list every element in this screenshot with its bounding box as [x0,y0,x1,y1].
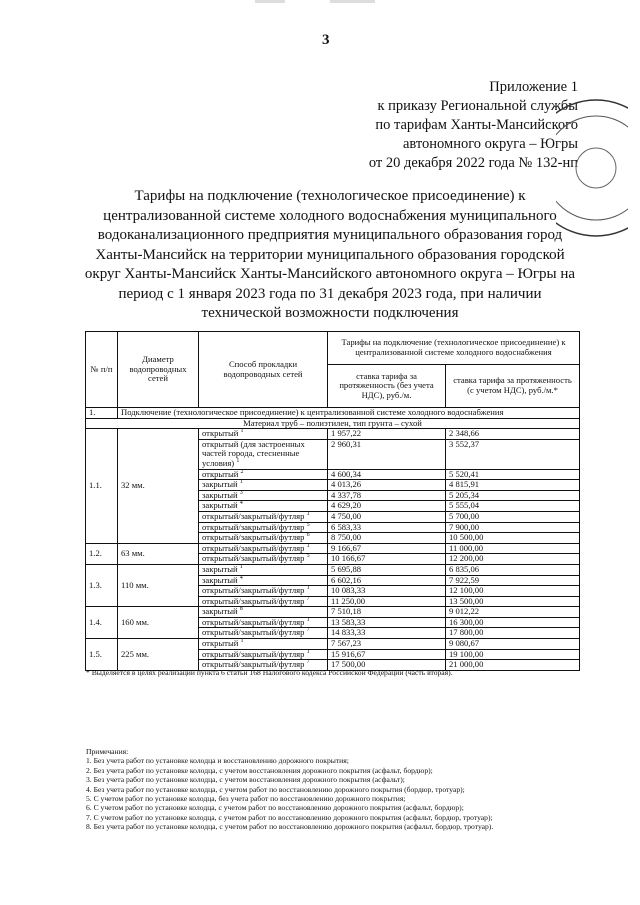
rate-vat-cell: 9 080,67 [446,639,580,650]
note-ref: 3 [239,489,243,496]
rate-vat-cell: 17 800,00 [446,628,580,639]
rate-vat-cell: 13 500,00 [446,596,580,607]
document-title: Тарифы на подключение (технологическое присоединение) к централизованной системе холодного водоснабжения муниципального водоканализационного предприятия муниципального образования город Ханты-Мансийск на территории муниципального образования городской округ Ханты-Мансийск Ханты-Мансийского автономного округа – Югры на период с 1 января 2023 года по 31 декабря 2023 года, при наличии технической возможности подключения [84,188,576,321]
group-num: 1.1. [86,429,118,544]
rate-vat-cell: 19 100,00 [446,649,580,660]
notes-title: Примечания: [86,747,129,756]
rate-no-vat-cell: 17 500,00 [328,660,446,671]
header-tariffs: Тарифы на подключение (технологическое присоединение) к централизованной системе холодного водоснабжения [328,332,580,365]
note-ref: 4 [239,500,243,507]
rate-no-vat-cell: 9 166,67 [328,543,446,554]
appendix-line: по тарифам Ханты-Мансийского [375,117,578,133]
method-text: открытый (для застроенных частей города, стесненные условия) [202,438,305,468]
page-number: 3 [322,32,330,48]
section-label: Подключение (технологическое присоединение) к централизованной системе холодного водоснабжения [118,408,580,419]
note-item: 7. С учетом работ по установке колодца, с учетом работ по восстановлению дорожного покрытия (асфальт, бордюр, тротуар); [86,812,493,822]
rate-vat-cell: 5 555,04 [446,501,580,512]
method-text: открытый [202,468,239,479]
rate-no-vat-cell: 14 833,33 [328,628,446,639]
rate-vat-cell: 10 500,00 [446,533,580,544]
method-cell [199,628,328,639]
method-cell [199,533,328,544]
method-cell [199,617,328,628]
rate-vat-cell: 6 835,06 [446,564,580,575]
note-ref: 8 [239,606,243,613]
method-text: открытый/закрытый/футляр [202,521,305,532]
rate-vat-cell: 9 012,22 [446,607,580,618]
note-ref: 1 [306,648,310,655]
note-ref: 1 [306,585,310,592]
rate-vat-cell: 16 300,00 [446,617,580,628]
appendix-line: к приказу Региональной службы [377,98,578,114]
method-text: открытый/закрытый/футляр [202,616,305,627]
rate-no-vat-cell: 7 510,18 [328,607,446,618]
method-text: закрытый [202,563,238,574]
method-cell [199,439,328,469]
method-cell [199,543,328,554]
note-item: 6. С учетом работ по установке колодца, с учетом работ по восстановлению дорожного покрытия (асфальт, бордюр); [86,803,464,813]
note-ref: 2 [240,468,244,475]
rate-no-vat-cell: 2 960,31 [328,439,446,469]
method-text: открытый [202,638,239,649]
rate-no-vat-cell: 4 629,20 [328,501,446,512]
method-text: закрытый [202,606,238,617]
note-item: 8. Без учета работ по установке колодца, с учетом работ по восстановлению дорожного покрытия (асфальт, бордюр, тротуар). [86,822,494,832]
method-text: открытый/закрытый/футляр [202,659,305,670]
table-row [86,564,580,575]
method-cell [199,429,328,440]
rate-no-vat-cell: 10 166,67 [328,554,446,565]
rate-vat-cell: 4 815,91 [446,480,580,491]
note-item: 3. Без учета работ по установке колодца, с учетом восстановления дорожного покрытия (асфальт); [86,775,405,785]
note-ref: 1 [306,542,310,549]
method-cell [199,564,328,575]
note-ref: 1 [236,458,240,465]
note-ref: 5 [306,553,310,560]
rate-vat-cell: 21 000,00 [446,660,580,671]
method-cell [199,511,328,522]
method-text: закрытый [202,500,238,511]
rate-no-vat-cell: 4 337,78 [328,490,446,501]
rate-no-vat-cell: 4 600,34 [328,469,446,480]
note-item: 1. Без учета работ по установке колодца и восстановлению дорожного покрытия; [86,756,349,766]
note-ref: 1 [240,428,244,435]
appendix-line: автономного округа – Югры [402,136,578,152]
rate-no-vat-cell: 4 013,26 [328,480,446,491]
notes-block [86,747,493,832]
rate-no-vat-cell: 1 957,22 [328,429,446,440]
vat-footnote: * Выделяется в целях реализации пункта 6 статьи 168 Налогового кодекса Российской Федерации (часть вторая). [86,668,453,677]
rate-vat-cell: 5 700,00 [446,511,580,522]
rate-vat-cell: 12 200,00 [446,554,580,565]
note-ref: 7 [306,627,310,634]
method-cell [199,575,328,586]
method-text: открытый/закрытый/футляр [202,585,305,596]
rate-no-vat-cell: 4 750,00 [328,511,446,522]
method-text: открытый/закрытый/футляр [202,542,305,553]
group-num: 1.5. [86,639,118,671]
method-text: закрытый [202,479,238,490]
method-cell [199,501,328,512]
appendix-line: от 20 декабря 2022 года № 132-нп [368,155,578,171]
note-item: 2. Без учета работ по установке колодца, с учетом восстановления дорожного покрытия (асфальт, бордюр); [86,765,433,775]
scan-artifact [255,0,285,3]
header-rate-vat: ставка тарифа за протяженность (с учетом НДС), руб./м.* [446,365,580,408]
table-row [86,543,580,554]
method-cell [199,522,328,533]
method-text: открытый/закрытый/футляр [202,532,305,543]
method-cell [199,607,328,618]
method-cell [199,480,328,491]
table-row [86,429,580,440]
header-num: № п/п [86,332,118,408]
note-ref: 1 [239,479,243,486]
rate-vat-cell: 7 922,59 [446,575,580,586]
method-cell [199,639,328,650]
rate-vat-cell: 7 900,00 [446,522,580,533]
note-item: 5. С учетом работ по установке колодца, без учета работ по восстановлению дорожного покрытия; [86,794,406,804]
rate-vat-cell: 5 205,34 [446,490,580,501]
rate-no-vat-cell: 10 083,33 [328,586,446,597]
tariff-table [85,331,580,671]
rate-no-vat-cell: 5 695,88 [328,564,446,575]
group-diameter: 160 мм. [118,607,199,639]
rate-vat-cell: 12 100,00 [446,586,580,597]
note-ref: 1 [306,617,310,624]
header-method: Способ прокладки водопроводных сетей [199,332,328,408]
group-num: 1.3. [86,564,118,606]
appendix-block [369,78,578,173]
note-ref: 7 [306,659,310,666]
rate-no-vat-cell: 7 567,23 [328,639,446,650]
method-text: закрытый [202,489,238,500]
rate-vat-cell: 2 348,66 [446,429,580,440]
group-diameter: 225 мм. [118,639,199,671]
method-cell [199,554,328,565]
rate-no-vat-cell: 15 916,67 [328,649,446,660]
method-text: открытый/закрытый/футляр [202,648,305,659]
header-diameter: Диаметр водопроводных сетей [118,332,199,408]
method-cell [199,490,328,501]
method-text: открытый [202,428,239,439]
note-ref: 4 [239,574,243,581]
rate-vat-cell: 5 520,41 [446,469,580,480]
header-rate-no-vat: ставка тарифа за протяженность (без учета НДС), руб./м. [328,365,446,408]
method-text: закрытый [202,574,238,585]
table-row [86,607,580,618]
section-num: 1. [86,408,118,419]
method-cell [199,586,328,597]
note-ref: 7 [306,595,310,602]
rate-vat-cell: 11 000,00 [446,543,580,554]
note-ref: 6 [306,532,310,539]
rate-no-vat-cell: 6 602,16 [328,575,446,586]
note-item: 4. Без учета работ по установке колодца, с учетом работ по восстановлению дорожного покрытия (бордюр, тротуар); [86,784,465,794]
method-text: открытый/закрытый/футляр [202,627,305,638]
rate-no-vat-cell: 8 750,00 [328,533,446,544]
method-text: открытый/закрытый/футляр [202,553,305,564]
group-num: 1.4. [86,607,118,639]
group-diameter: 63 мм. [118,543,199,564]
note-ref: 1 [239,564,243,571]
material-row: Материал труб – полиэтилен, тип грунта – сухой [86,418,580,429]
table-row [86,639,580,650]
note-ref: 1 [240,638,244,645]
note-ref: 5 [306,521,310,528]
appendix-line: Приложение 1 [489,79,578,95]
scan-artifact [330,0,375,3]
group-diameter: 32 мм. [118,429,199,544]
note-ref: 1 [306,511,310,518]
rate-vat-cell: 3 552,37 [446,439,580,469]
method-cell [199,649,328,660]
rate-no-vat-cell: 13 583,33 [328,617,446,628]
method-text: открытый/закрытый/футляр [202,510,305,521]
rate-no-vat-cell: 11 250,00 [328,596,446,607]
rate-no-vat-cell: 6 583,33 [328,522,446,533]
method-cell [199,469,328,480]
method-cell [199,596,328,607]
method-text: открытый/закрытый/футляр [202,595,305,606]
group-diameter: 110 мм. [118,564,199,606]
group-num: 1.2. [86,543,118,564]
